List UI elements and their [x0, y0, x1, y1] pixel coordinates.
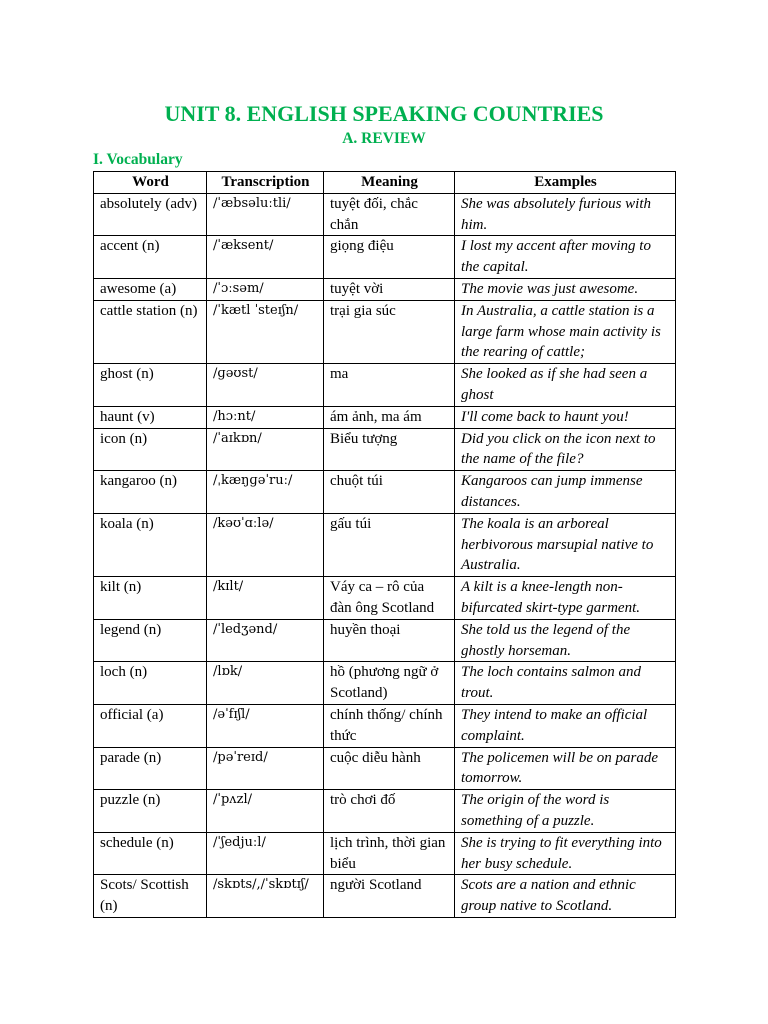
table-row	[94, 704, 676, 747]
transcription-cell: /ˈpʌzl/	[207, 790, 324, 833]
table-row	[94, 875, 676, 918]
transcription-cell: /lɒk/	[207, 662, 324, 705]
meaning-cell: Biểu tượng	[324, 428, 455, 471]
transcription-cell: /kəʊˈɑːlə/	[207, 513, 324, 576]
word-cell: ghost (n)	[94, 364, 207, 407]
section-heading: I. Vocabulary	[93, 151, 183, 168]
example-cell: The policemen will be on parade tomorrow.	[455, 747, 676, 790]
example-cell: I'll come back to haunt you!	[455, 406, 676, 428]
word-cell: official (a)	[94, 704, 207, 747]
transcription-cell: /əˈfɪʃl/	[207, 704, 324, 747]
meaning-cell: ma	[324, 364, 455, 407]
header-word: Word	[94, 172, 207, 194]
example-cell: Scots are a nation and ethnic group native to Scotland.	[455, 875, 676, 918]
header-examples: Examples	[455, 172, 676, 194]
meaning-cell: cuộc diễu hành	[324, 747, 455, 790]
word-cell: haunt (v)	[94, 406, 207, 428]
transcription-cell: /kɪlt/	[207, 577, 324, 620]
word-cell: parade (n)	[94, 747, 207, 790]
meaning-cell: lịch trình, thời gian biểu	[324, 832, 455, 875]
meaning-cell: trại gia súc	[324, 300, 455, 363]
page-subtitle: A. REVIEW	[342, 130, 426, 147]
table-row	[94, 747, 676, 790]
vocabulary-table	[93, 171, 676, 918]
word-cell: legend (n)	[94, 619, 207, 662]
word-cell: puzzle (n)	[94, 790, 207, 833]
transcription-cell: /skɒts/,/ˈskɒtɪʃ/	[207, 875, 324, 918]
transcription-cell: /ˈɔːsəm/	[207, 278, 324, 300]
example-cell: She looked as if she had seen a ghost	[455, 364, 676, 407]
transcription-cell: /hɔːnt/	[207, 406, 324, 428]
transcription-cell: /pəˈreɪd/	[207, 747, 324, 790]
word-cell: kangaroo (n)	[94, 471, 207, 514]
transcription-cell: /ˈkætl ˈsteɪʃn/	[207, 300, 324, 363]
example-cell: The origin of the word is something of a puzzle.	[455, 790, 676, 833]
table-row	[94, 364, 676, 407]
meaning-cell: trò chơi đố	[324, 790, 455, 833]
table-header-row	[94, 172, 676, 194]
word-cell: schedule (n)	[94, 832, 207, 875]
meaning-cell: ám ảnh, ma ám	[324, 406, 455, 428]
example-cell: A kilt is a knee-length non-bifurcated skirt-type garment.	[455, 577, 676, 620]
word-cell: accent (n)	[94, 236, 207, 279]
word-cell: koala (n)	[94, 513, 207, 576]
table-row	[94, 278, 676, 300]
table-row	[94, 471, 676, 514]
meaning-cell: chính thống/ chính thức	[324, 704, 455, 747]
table-row	[94, 513, 676, 576]
word-cell: kilt (n)	[94, 577, 207, 620]
example-cell: She is trying to fit everything into her busy schedule.	[455, 832, 676, 875]
meaning-cell: Váy ca – rô của đàn ông Scotland	[324, 577, 455, 620]
example-cell: In Australia, a cattle station is a large farm whose main activity is the rearing of cattle;	[455, 300, 676, 363]
transcription-cell: /ˈæbsəluːtli/	[207, 193, 324, 236]
table-row	[94, 428, 676, 471]
table-row	[94, 619, 676, 662]
meaning-cell: chuột túi	[324, 471, 455, 514]
example-cell: The koala is an arboreal herbivorous marsupial native to Australia.	[455, 513, 676, 576]
word-cell: cattle station (n)	[94, 300, 207, 363]
meaning-cell: giọng điệu	[324, 236, 455, 279]
table-row	[94, 790, 676, 833]
header-meaning: Meaning	[324, 172, 455, 194]
transcription-cell: /ˌkæŋɡəˈruː/	[207, 471, 324, 514]
table-row	[94, 236, 676, 279]
table-row	[94, 577, 676, 620]
meaning-cell: tuyệt đối, chắc chắn	[324, 193, 455, 236]
example-cell: The movie was just awesome.	[455, 278, 676, 300]
transcription-cell: /ˈʃedjuːl/	[207, 832, 324, 875]
meaning-cell: hồ (phương ngữ ở Scotland)	[324, 662, 455, 705]
example-cell: She told us the legend of the ghostly horseman.	[455, 619, 676, 662]
transcription-cell: /ˈaɪkɒn/	[207, 428, 324, 471]
table-body	[94, 193, 676, 917]
word-cell: Scots/ Scottish (n)	[94, 875, 207, 918]
word-cell: awesome (a)	[94, 278, 207, 300]
word-cell: loch (n)	[94, 662, 207, 705]
example-cell: Did you click on the icon next to the name of the file?	[455, 428, 676, 471]
transcription-cell: /ˈledʒənd/	[207, 619, 324, 662]
table-row	[94, 406, 676, 428]
table-row	[94, 193, 676, 236]
word-cell: icon (n)	[94, 428, 207, 471]
page-title: UNIT 8. ENGLISH SPEAKING COUNTRIES	[164, 101, 604, 126]
header-transcription: Transcription	[207, 172, 324, 194]
example-cell: They intend to make an official complaint.	[455, 704, 676, 747]
table-row	[94, 832, 676, 875]
transcription-cell: /ˈæksent/	[207, 236, 324, 279]
example-cell: The loch contains salmon and trout.	[455, 662, 676, 705]
example-cell: I lost my accent after moving to the capital.	[455, 236, 676, 279]
meaning-cell: tuyệt vời	[324, 278, 455, 300]
word-cell: absolutely (adv)	[94, 193, 207, 236]
table-row	[94, 662, 676, 705]
meaning-cell: gấu túi	[324, 513, 455, 576]
meaning-cell: huyền thoại	[324, 619, 455, 662]
example-cell: She was absolutely furious with him.	[455, 193, 676, 236]
example-cell: Kangaroos can jump immense distances.	[455, 471, 676, 514]
table-row	[94, 300, 676, 363]
transcription-cell: /ɡəʊst/	[207, 364, 324, 407]
meaning-cell: người Scotland	[324, 875, 455, 918]
